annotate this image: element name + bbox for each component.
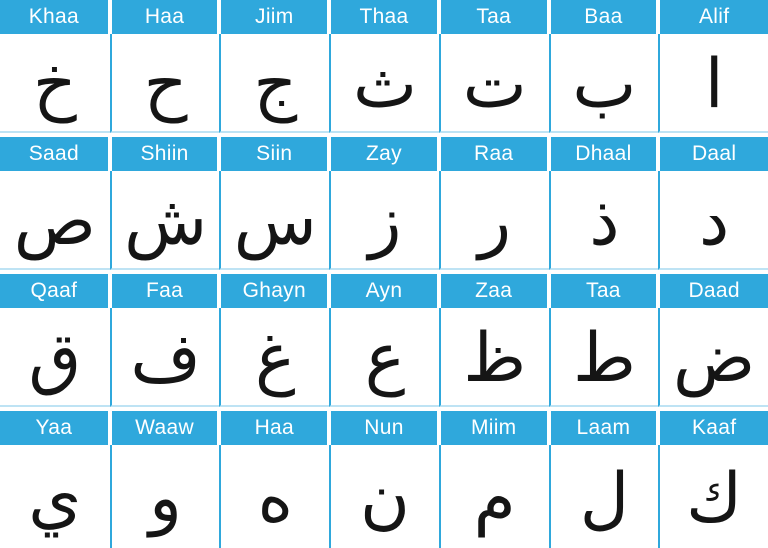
letter-cell (549, 0, 659, 137)
letter-name-label: Taa (476, 5, 512, 28)
letter-name-header (112, 274, 218, 308)
letter-cell (549, 411, 659, 548)
letter-cell (110, 0, 220, 137)
letter-name-header (551, 411, 657, 445)
letter-cell (219, 0, 329, 137)
letter-cell (110, 137, 220, 274)
letter-name-header (331, 274, 437, 308)
letter-name-header (112, 0, 218, 34)
arabic-letter-glyph: ج (219, 34, 329, 133)
letter-name-label: Nun (364, 416, 404, 439)
letter-cell (0, 274, 110, 411)
letter-name-label: Baa (584, 5, 623, 28)
arabic-letter-glyph: س (219, 171, 329, 270)
letter-name-header (112, 411, 218, 445)
letter-name-header (221, 137, 327, 171)
letter-name-label: Taa (586, 279, 621, 302)
letter-name-label: Saad (28, 142, 79, 165)
arabic-letter-glyph: ف (110, 308, 220, 407)
letter-cell (0, 411, 110, 548)
letter-cell (439, 411, 549, 548)
arabic-letter-glyph: ن (329, 445, 439, 548)
letter-cell (0, 137, 110, 274)
arabic-letter-glyph: ق (0, 308, 110, 407)
letter-name-label: Haa (254, 416, 294, 439)
arabic-letter-glyph: ي (28, 458, 82, 538)
letter-name-label: Jiim (255, 5, 294, 28)
letter-name-header (660, 274, 768, 308)
letter-cell (439, 274, 549, 411)
letter-name-header (221, 0, 327, 34)
letter-cell (0, 0, 110, 137)
alphabet-row (0, 411, 768, 548)
arabic-letter-glyph: خ (0, 34, 110, 133)
alphabet-row (0, 137, 768, 274)
letter-name-label: Ayn (365, 279, 403, 302)
letter-cell (219, 411, 329, 548)
letter-name-label: Khaa (28, 5, 79, 28)
arabic-letter-glyph: ر (439, 171, 549, 270)
arabic-letter-glyph: ع (329, 308, 439, 407)
letter-cell (549, 137, 659, 274)
letter-name-header (221, 411, 327, 445)
arabic-letter-glyph: ث (329, 34, 439, 133)
letter-name-label: Yaa (35, 416, 73, 439)
letter-name-label: Qaaf (30, 279, 78, 302)
arabic-letter-glyph: ت (439, 34, 549, 133)
letter-name-header (551, 274, 657, 308)
letter-cell (439, 0, 549, 137)
alphabet-row (0, 274, 768, 411)
letter-cell (219, 137, 329, 274)
letter-cell (329, 411, 439, 548)
arabic-letter-glyph: ط (549, 308, 659, 407)
letter-name-header (221, 274, 327, 308)
letter-cell (110, 411, 220, 548)
arabic-letter-glyph: غ (219, 308, 329, 407)
arabic-letter-glyph: د (658, 171, 768, 270)
arabic-letter-glyph: ش (110, 171, 220, 270)
letter-name-header (0, 411, 108, 445)
letter-name-label: Faa (146, 279, 184, 302)
letter-cell (329, 274, 439, 411)
letter-name-header (331, 0, 437, 34)
letter-name-header (0, 274, 108, 308)
letter-name-header (441, 411, 547, 445)
letter-name-header (551, 137, 657, 171)
letter-name-label: Miim (470, 416, 517, 439)
letter-cell (329, 0, 439, 137)
letter-cell (658, 137, 768, 274)
arabic-letter-glyph: ذ (549, 171, 659, 270)
letter-cell (329, 137, 439, 274)
letter-name-header (112, 137, 218, 171)
letter-name-label: Kaaf (691, 416, 737, 439)
letter-name-header (0, 137, 108, 171)
letter-cell (658, 274, 768, 411)
letter-name-header (331, 411, 437, 445)
letter-name-label: Laam (576, 416, 631, 439)
letter-name-header (551, 0, 657, 34)
arabic-letter-glyph: ب (549, 34, 659, 133)
letter-cell (110, 274, 220, 411)
letter-cell (658, 0, 768, 137)
letter-cell (658, 411, 768, 548)
letter-cell (219, 274, 329, 411)
letter-name-label: Dhaal (575, 142, 632, 165)
letter-name-label: Daal (691, 142, 737, 165)
letter-name-label: Thaa (359, 5, 409, 28)
letter-name-header (441, 0, 547, 34)
letter-name-header (441, 274, 547, 308)
letter-name-header (660, 137, 768, 171)
letter-name-label: Raa (473, 142, 514, 165)
letter-name-header (331, 137, 437, 171)
arabic-letter-glyph: ه (219, 445, 329, 548)
letter-name-label: Zay (366, 142, 402, 165)
arabic-letter-glyph: ل (549, 445, 659, 548)
arabic-letter-glyph: ص (0, 171, 110, 270)
arabic-letter-glyph: ح (110, 34, 220, 133)
arabic-letter-glyph: ا (658, 34, 768, 133)
letter-name-label: Siin (256, 142, 293, 165)
letter-cell (439, 137, 549, 274)
arabic-letter-glyph: م (439, 445, 549, 548)
letter-name-header (441, 137, 547, 171)
letter-name-label: Shiin (140, 142, 189, 165)
letter-name-label: Waaw (135, 416, 194, 439)
arabic-letter-glyph: ز (329, 171, 439, 270)
letter-cell (549, 274, 659, 411)
alphabet-row (0, 0, 768, 137)
arabic-letter-glyph: ض (658, 308, 768, 407)
letter-name-label: Daad (688, 279, 740, 302)
arabic-letter-glyph: ظ (439, 308, 549, 407)
letter-name-label: Ghayn (242, 279, 306, 302)
letter-name-header (0, 0, 108, 34)
letter-name-label: Zaa (475, 279, 513, 302)
letter-name-header (660, 411, 768, 445)
arabic-letter-glyph: ك (658, 445, 768, 548)
letter-name-label: Haa (144, 5, 185, 28)
letter-name-header (660, 0, 768, 34)
arabic-letter-glyph: و (110, 445, 220, 548)
letter-name-label: Alif (698, 5, 730, 28)
